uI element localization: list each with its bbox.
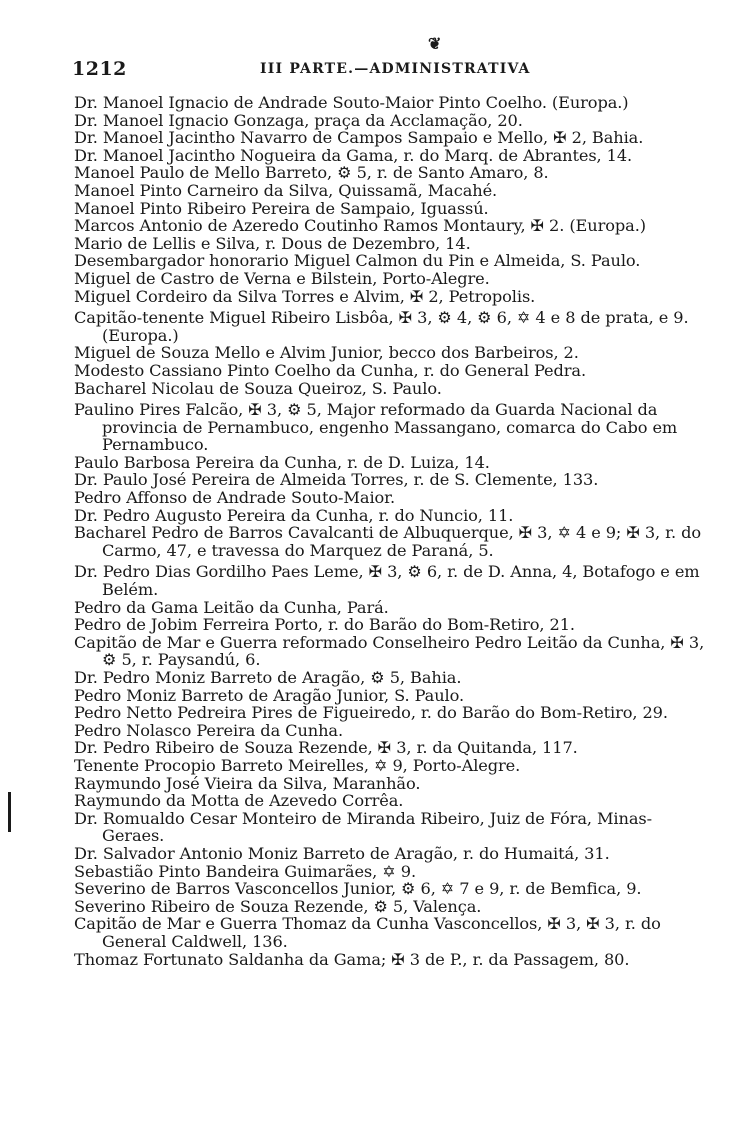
list-item: Manoel Pinto Ribeiro Pereira de Sampaio, Iguassú. (74, 198, 489, 218)
list-item: Bacharel Nicolau de Souza Queiroz, S. Paulo. (74, 378, 442, 398)
list-item: Dr. Manoel Jacintho Navarro de Campos Sampaio e Mello, ✠ 2, Bahia. (74, 128, 644, 148)
list-item: Dr. Pedro Augusto Pereira da Cunha, r. do Nuncio, 11. (74, 505, 514, 525)
list-item: Dr. Salvador Antonio Moniz Barreto de Aragão, r. do Humaitá, 31. (74, 843, 610, 863)
list-item: Dr. Manoel Ignacio Gonzaga, praça da Acclamação, 20. (74, 110, 523, 130)
scan-edge-mark (8, 792, 11, 832)
list-item: Marcos Antonio de Azeredo Coutinho Ramos Montaury, ✠ 2. (Europa.) (74, 216, 646, 236)
list-item: Severino Ribeiro de Souza Rezende, ⚙ 5, Valença. (74, 896, 482, 916)
list-item: Raymundo da Motta de Azevedo Corrêa. (74, 791, 404, 811)
list-item: Miguel de Castro de Verna e Bilstein, Porto-Alegre. (74, 268, 490, 288)
list-item: Manoel Paulo de Mello Barreto, ⚙ 5, r. de Santo Amaro, 8. (74, 163, 549, 183)
list-item: Pedro Moniz Barreto de Aragão Junior, S. Paulo. (74, 685, 465, 705)
list-item: Paulino Pires Falcão, ✠ 3, ⚙ 5, Major reformado da Guarda Nacional da provincia de Pernambuco, engenho Massangano, comarca do Cabo em Pernambuco. (74, 400, 678, 455)
list-item: Pedro Netto Pedreira Pires de Figueiredo, r. do Barão do Bom-Retiro, 29. (74, 703, 668, 723)
list-item: Capitão-tenente Miguel Ribeiro Lisbôa, ✠ 3, ⚙ 4, ⚙ 6, ✡ 4 e 8 de prata, e 9. (Europa.) (74, 308, 689, 345)
list-item: Bacharel Pedro de Barros Cavalcanti de Albuquerque, ✠ 3, ✡ 4 e 9; ✠ 3, r. do Carmo, 47, e travessa do Marquez de Paraná, 5. (74, 523, 701, 560)
list-item: Pedro Nolasco Pereira da Cunha. (74, 720, 344, 740)
list-item: Pedro Affonso de Andrade Souto-Maior. (74, 488, 396, 508)
list-item: Dr. Manoel Ignacio de Andrade Souto-Maior Pinto Coelho. (Europa.) (74, 93, 629, 112)
list-item: Mario de Lellis e Silva, r. Dous de Dezembro, 14. (74, 233, 471, 253)
list-item: Severino de Barros Vasconcellos Junior, ⚙ 6, ✡ 7 e 9, r. de Bemfica, 9. (74, 879, 642, 899)
list-item: Manoel Pinto Carneiro da Silva, Quissamã, Macahé. (74, 180, 498, 200)
list-item: Dr. Pedro Dias Gordilho Paes Leme, ✠ 3, ⚙ 6, r. de D. Anna, 4, Botafogo e em Belém. (74, 562, 700, 600)
list-item: Miguel Cordeiro da Silva Torres e Alvim, ✠ 2, Petropolis. (74, 286, 536, 306)
list-item: Thomaz Fortunato Saldanha da Gama; ✠ 3 de P., r. da Passagem, 80. (74, 949, 630, 969)
header-ornament: ❦ (428, 34, 442, 53)
list-item: Modesto Cassiano Pinto Coelho da Cunha, r. do General Pedra. (74, 360, 586, 380)
list-item: Dr. Paulo José Pereira de Almeida Torres, r. de S. Clemente, 133. (74, 470, 599, 490)
list-item: Pedro da Gama Leitão da Cunha, Pará. (74, 597, 389, 617)
list-item: Tenente Procopio Barreto Meirelles, ✡ 9, Porto-Alegre. (74, 755, 521, 775)
list-item: Capitão de Mar e Guerra Thomaz da Cunha Vasconcellos, ✠ 3, ✠ 3, r. do General Caldwell, 136. (74, 914, 661, 951)
list-item: Sebastião Pinto Bandeira Guimarães, ✡ 9. (74, 861, 416, 881)
entry-list (74, 94, 714, 968)
page-header (72, 58, 712, 84)
list-item: Raymundo José Vieira da Silva, Maranhão. (74, 773, 421, 793)
list-item: Dr. Pedro Ribeiro de Souza Rezende, ✠ 3, r. da Quitanda, 117. (74, 738, 578, 758)
list-item: Dr. Pedro Moniz Barreto de Aragão, ⚙ 5, Bahia. (74, 668, 462, 687)
list-item: Capitão de Mar e Guerra reformado Conselheiro Pedro Leitão da Cunha, ✠ 3, ⚙ 5, r. Paysandú, 6. (74, 632, 705, 670)
list-item: Desembargador honorario Miguel Calmon du Pin e Almeida, S. Paulo. (74, 251, 641, 271)
list-item: Paulo Barbosa Pereira da Cunha, r. de D. Luiza, 14. (74, 452, 490, 472)
list-item: Dr. Manoel Jacintho Nogueira da Gama, r. do Marq. de Abrantes, 14. (74, 145, 633, 165)
list-item: Dr. Romualdo Cesar Monteiro de Miranda Ribeiro, Juiz de Fóra, Minas-Geraes. (74, 808, 652, 846)
list-item: Miguel de Souza Mello e Alvim Junior, becco dos Barbeiros, 2. (74, 343, 579, 363)
page-number: 1212 (72, 58, 127, 80)
list-item: Pedro de Jobim Ferreira Porto, r. do Barão do Bom-Retiro, 21. (74, 615, 575, 635)
running-title: III PARTE.—ADMINISTRATIVA (260, 61, 531, 77)
